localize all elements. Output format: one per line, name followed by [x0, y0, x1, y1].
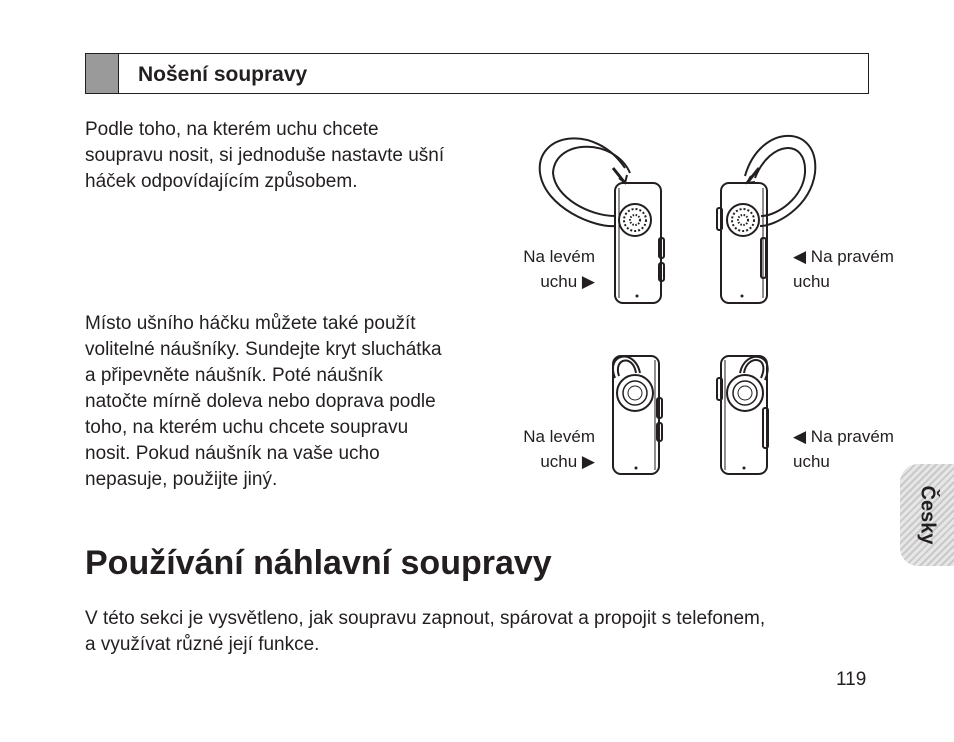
caption-line: uchu	[793, 272, 830, 291]
text-line: nepasuje, použijte jiný.	[85, 469, 278, 490]
caption-bottom-left	[480, 424, 595, 474]
caption-line: Na levém	[523, 247, 595, 266]
text-line: V této sekci je vysvětleno, jak soupravu zapnout, spárovat a propojit s telefonem,	[85, 608, 766, 629]
language-tab	[900, 464, 954, 566]
text-line: Místo ušního háčku můžete také použít	[85, 313, 416, 334]
caption-line: uchu	[793, 452, 830, 471]
caption-top-left	[480, 244, 595, 294]
headset-left-eargel-illustration	[605, 348, 675, 478]
section-header	[85, 53, 869, 94]
text-line: a využívat různé její funkce.	[85, 634, 320, 655]
language-label: Česky	[916, 485, 939, 545]
caption-line: Na levém	[523, 427, 595, 446]
caption-line: uchu ▶	[540, 452, 595, 471]
caption-top-right	[793, 244, 933, 294]
page-number: 119	[836, 669, 867, 690]
text-line: a připevněte náušník. Poté náušník	[85, 365, 383, 386]
text-line: volitelné náušníky. Sundejte kryt sluchátka	[85, 339, 442, 360]
intro-paragraph	[85, 117, 515, 195]
section-intro-paragraph	[85, 606, 885, 658]
caption-line: uchu ▶	[540, 272, 595, 291]
eargel-paragraph	[85, 311, 505, 493]
section-marker	[86, 54, 119, 93]
text-line: toho, na kterém uchu chcete soupravu	[85, 417, 409, 438]
page-heading: Používání náhlavní soupravy	[85, 544, 552, 582]
caption-line: ◀ Na pravém	[793, 247, 894, 266]
text-line: natočte mírně doleva nebo doprava podle	[85, 391, 436, 412]
text-line: soupravu nosit, si jednoduše nastavte ušní	[85, 145, 445, 166]
text-line: nosit. Pokud náušník na vaše ucho	[85, 443, 380, 464]
section-title: Nošení soupravy	[138, 63, 308, 86]
caption-line: ◀ Na pravém	[793, 427, 894, 446]
headset-right-eargel-illustration	[715, 348, 785, 478]
text-line: háček odpovídajícím způsobem.	[85, 171, 358, 192]
text-line: Podle toho, na kterém uchu chcete	[85, 119, 379, 140]
